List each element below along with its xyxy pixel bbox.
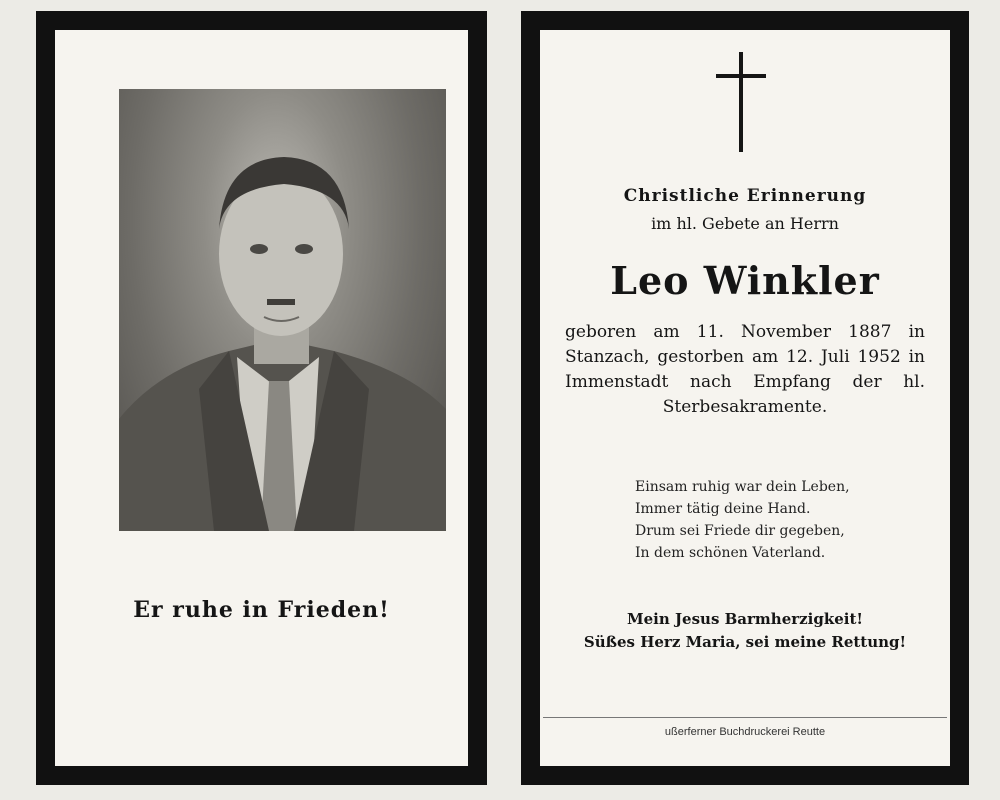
verse-line: Immer tätig deine Hand. xyxy=(635,501,811,517)
left-card xyxy=(36,11,487,785)
prayer-line: Mein Jesus Barmherzigkeit! xyxy=(626,610,863,628)
right-card xyxy=(521,11,969,785)
motto-text: Er ruhe in Frieden! xyxy=(133,597,390,623)
cross-icon xyxy=(716,52,766,152)
prayer-line: Süßes Herz Maria, sei meine Rettung! xyxy=(583,633,907,651)
printer-imprint: ußerferner Buchdruckerei Reutte xyxy=(664,726,826,738)
memorial-verse xyxy=(635,476,850,564)
biography-text: geboren am 11. November 1887 in Stanzach, gestorben am 12. Juli 1952 in Immenstadt nach Empfang der hl. Sterbesakramente. xyxy=(565,322,925,417)
portrait-figure xyxy=(119,89,446,531)
divider xyxy=(543,717,947,718)
right-card-paper xyxy=(540,30,950,766)
memorial-subheading: im hl. Gebete an Herrn xyxy=(651,214,839,233)
verse-line: Einsam ruhig war dein Leben, xyxy=(635,479,850,495)
deceased-name: Leo Winkler xyxy=(610,258,880,303)
memorial-heading: Christliche Erinnerung xyxy=(623,186,867,206)
verse-line: In dem schönen Vaterland. xyxy=(635,545,826,561)
portrait-photo xyxy=(119,89,446,531)
verse-line: Drum sei Friede dir gegeben, xyxy=(635,523,845,539)
left-card-paper xyxy=(55,30,468,766)
